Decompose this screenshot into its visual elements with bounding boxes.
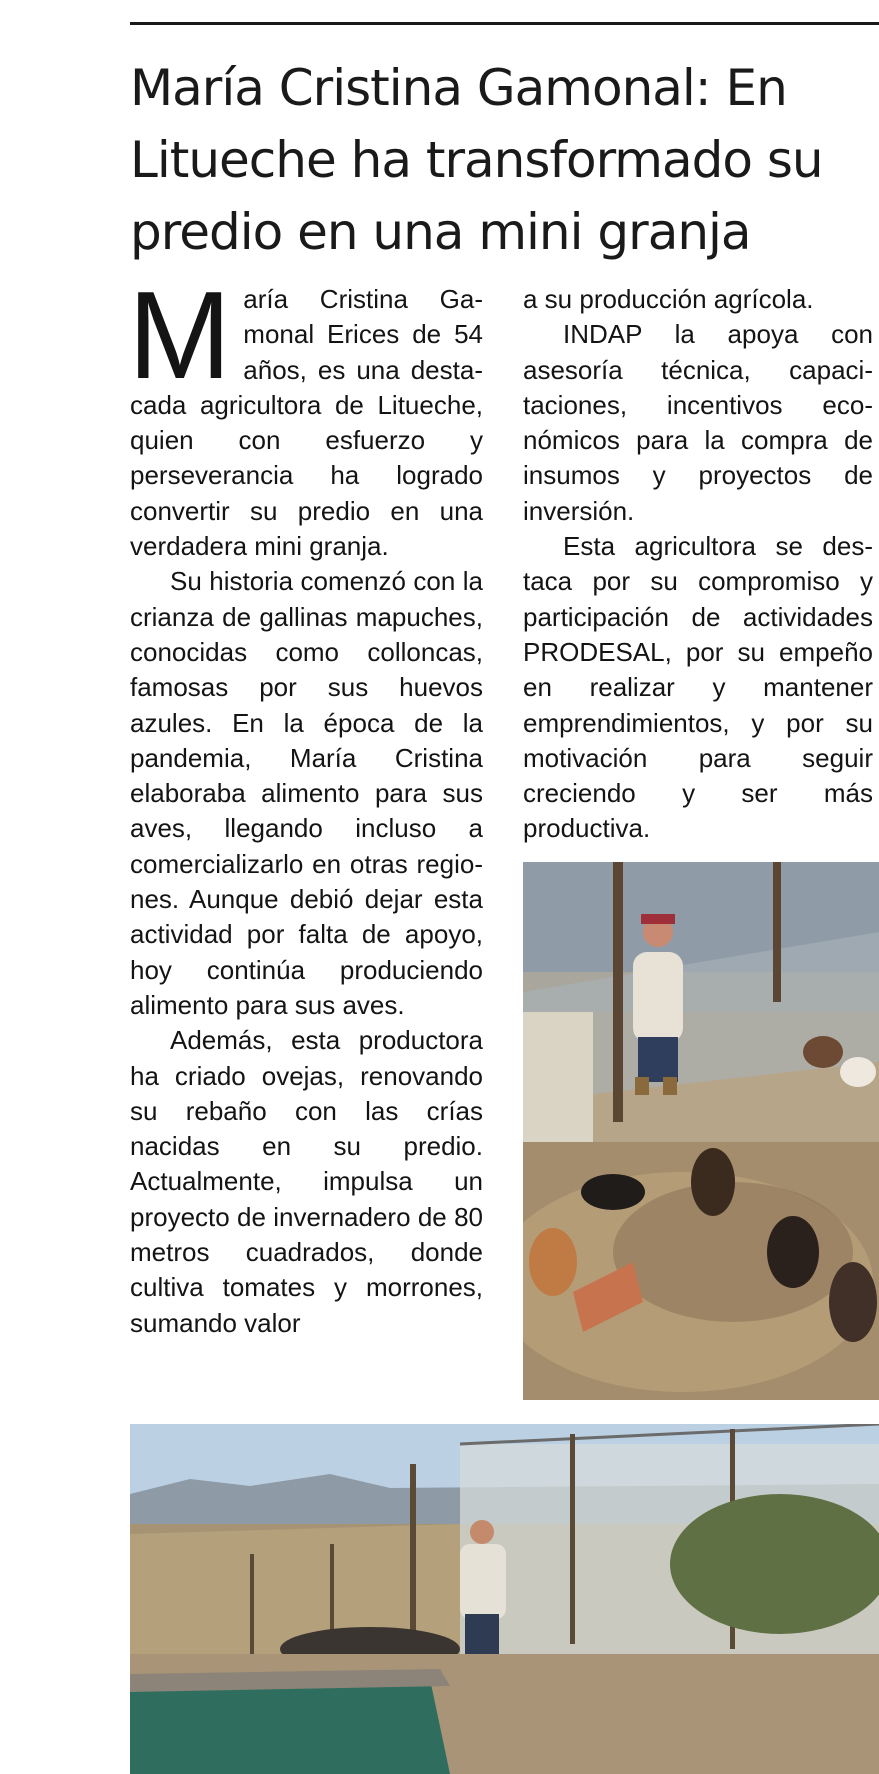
photo-chicken-coop-illustration — [523, 862, 879, 1400]
photo-farm-pond-illustration — [130, 1424, 879, 1774]
headline — [130, 52, 870, 268]
paragraph-indap: INDAP la apoya con asesoría técnica, capacitaciones, incentivos económicos para la compra de insumos y proyectos de inversión. — [523, 319, 873, 526]
paragraph-intro — [128, 267, 483, 564]
paragraph-continuation: a su producción agrícola. — [523, 284, 814, 314]
headline-line-1: María Cristina Gamonal: En — [130, 59, 787, 117]
paragraph-prodesal: Esta agricultora se destaca por su compromiso y participación de actividades PRODESAL, por su empeño en realizar y mantener emprendimientos, y por su motivación para seguir creciendo y ser más productiva. — [523, 531, 873, 844]
drop-cap: M — [128, 267, 232, 405]
article-column-1 — [128, 267, 483, 1341]
article-column-2 — [523, 282, 873, 847]
top-rule — [130, 22, 879, 25]
paragraph-history: Su historia comenzó con la crianza de gallinas mapuches, conocidas como colloncas, famosas por sus huevos azules. En la época de la pandemia, María Cristina elaboraba alimento para sus aves, llegando incluso a comercializarlo en otras regiones. Aunque debió dejar esta actividad por falta de apoyo, hoy continúa produciendo alimento para sus aves. — [130, 566, 483, 1020]
headline-line-3: predio en una mini granja — [130, 203, 751, 261]
headline-line-2: Litueche ha transformado su — [130, 131, 823, 189]
paragraph-sheep: Además, esta productora ha criado ovejas, renovando su rebaño con las crías nacidas en su predio. Actualmente, impulsa un proyecto de invernadero de 80 metros cuadrados, donde cultiva tomates y morrones, sumando valor — [130, 1025, 483, 1338]
paragraph-intro-text: aría Cristina Gamonal Erices de 54 años, es una destacada agricultora de Litueche, quien con esfuerzo y perseverancia ha logrado convertir su predio en una verdadera mini granja. — [130, 284, 483, 562]
photo-farm-pond — [130, 1424, 879, 1774]
photo-chicken-coop — [523, 862, 879, 1400]
